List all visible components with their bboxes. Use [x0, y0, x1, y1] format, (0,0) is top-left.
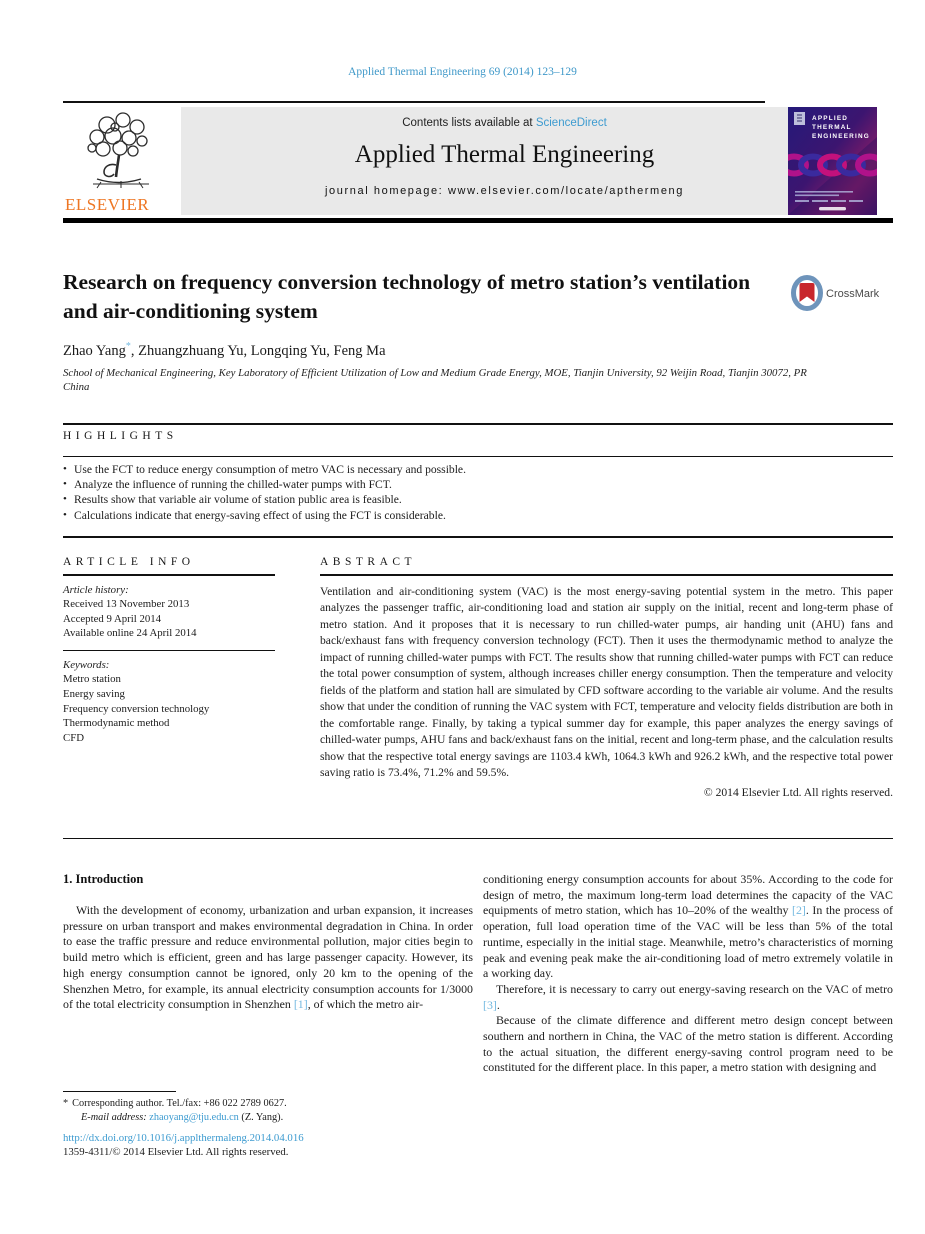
divider [63, 101, 765, 103]
contents-prefix: Contents lists available at [402, 117, 536, 129]
highlights-heading: HIGHLIGHTS [63, 430, 178, 442]
issn-copyright-line: 1359-4311/© 2014 Elsevier Ltd. All rights reserved. [63, 1146, 289, 1158]
affiliation: School of Mechanical Engineering, Key Laboratory of Efficient Utilization of Low and Medium Grade Energy, MOE, Tianjin University, 92 Weijin Road, Tianjin 30072, PR China [63, 367, 807, 393]
body-column-left [63, 872, 473, 1013]
highlight-item: • Calculations indicate that energy-saving effect of using the FCT is considerable. [63, 508, 883, 523]
footnote-block [63, 1097, 473, 1125]
abstract-panel [320, 556, 893, 799]
history-received: Received 13 November 2013 [63, 598, 190, 611]
article-history-label: Article history: [63, 583, 129, 596]
journal-banner [63, 107, 893, 215]
body-paragraph [63, 903, 473, 1013]
body-paragraph [483, 982, 893, 1013]
elsevier-logo [63, 107, 179, 215]
journal-title: Applied Thermal Engineering [354, 141, 655, 168]
contents-line [181, 117, 828, 129]
abstract-copyright: © 2014 Elsevier Ltd. All rights reserved. [703, 785, 893, 799]
paragraph-text: conditioning energy consumption accounts for about 35%. According to the code for design of metro, the maximum long-term load determines the capacity of the VAC equipments of metro station, which has 10–20% of the wealthy [483, 872, 893, 918]
journal-header-box [181, 107, 828, 215]
history-accepted: Accepted 9 April 2014 [63, 612, 162, 625]
highlights-list [63, 462, 883, 523]
author-first: Zhao Yang [63, 342, 126, 359]
doi-link[interactable]: http://dx.doi.org/10.1016/j.applthermaleng.2014.04.016 [63, 1132, 304, 1144]
author-line [63, 341, 763, 360]
paragraph-text: Therefore, it is necessary to carry out energy-saving research on the VAC of metro [496, 981, 893, 996]
article-info-heading: ARTICLE INFO [63, 556, 195, 568]
sciencedirect-link[interactable]: ScienceDirect [535, 117, 607, 129]
paragraph-text: . [496, 997, 500, 1012]
divider [63, 574, 275, 576]
keyword: Frequency conversion technology [63, 702, 210, 715]
banner-bottom-bar [63, 218, 893, 223]
divider [63, 423, 893, 425]
history-online: Available online 24 April 2014 [63, 627, 197, 640]
divider [63, 650, 275, 651]
doi-block [63, 1131, 563, 1159]
abstract-text: Ventilation and air-conditioning system (VAC) is the most energy-saving potential system in the metro. This paper analyzes the passenger traffic, air-conditioning load and station air supply on the initial, recent and long-term phase of metro station. And it proposes that it is necessary to run chilled-water pumps, air handing unit (AHU) fans and back/exhaust fans with frequency conversion technology (FCT). Then it uses the thermodynamic method to analyze the impact of running chilled-water pumps with FCT. The results show that running chilled-water pumps with FCT can reduce the total power consumption of system, although increases chiller energy consumption. Then the temperature and velocity fields of the platform and station hall are simulated by CFD software according to the variable air volume. And the results show that under the condition of running the VAC system with FCT, temperature and velocity fields distribution are both in the comfortable range. Finally, by taking a typical summer day for example, this paper analyzes the energy savings of chilled-water pumps, AHU fans and back/exhaust fans on the initial, recent and long-term phase, and the calculation results show that the respective total energy savings are 1103.4 kWh, 1064.3 kWh and 926.2 kWh, and the respective total power saving ratio is 73.4%, 71.2% and 59.5%. [320, 584, 893, 779]
body-paragraph: Because of the climate difference and different metro design concept between southern and northern in China, the VAC of the metro station is different. According to the actual situation, the different energy-saving control program need to be constituted for the different place. In this paper, a metro station with designing and [483, 1013, 893, 1075]
email-suffix: (Z. Yang). [238, 1111, 284, 1123]
article-title: Research on frequency conversion technology of metro station’s ventilation and air-conditioning system [63, 270, 751, 323]
cover-title-line2: THERMAL [812, 124, 852, 131]
keyword: Energy saving [63, 688, 125, 701]
footnote-divider [63, 1091, 176, 1092]
divider [320, 574, 893, 576]
journal-cover-thumbnail[interactable] [788, 107, 877, 215]
cover-title-line1: APPLIED [812, 115, 849, 122]
divider [63, 456, 893, 457]
email-label: E-mail address: [81, 1111, 147, 1123]
highlight-item: • Results show that variable air volume of station public area is feasible. [63, 492, 883, 507]
corresponding-author-marker[interactable]: * [125, 341, 131, 352]
keyword: Metro station [63, 673, 121, 686]
footnote-corresponding: Corresponding author. Tel./fax: +86 022 2789 0627. [72, 1098, 287, 1109]
crossmark-label: CrossMark [826, 288, 880, 300]
reference-link-1[interactable]: [1] [293, 997, 308, 1012]
highlight-item: • Analyze the influence of running the chilled-water pumps with FCT. [63, 477, 883, 492]
cover-footer-mark [819, 207, 846, 210]
divider [63, 838, 893, 839]
highlight-item: • Use the FCT to reduce energy consumption of metro VAC is necessary and possible. [63, 462, 883, 477]
paragraph-text: With the development of economy, urbanization and urban expansion, it increases pressure on urban transport and makes environmental degradation in China. In order to ease the traffic pressure and reduce environmental pollution, major cities begin to build metro which is efficient, green and has large passenger capacity. However, its high energy consumption cannot be ignored, only 20 km to the opening of the Shenzhen Metro, for example, its annual electricity consumption accounts for 1/3000 of the total electricity consumption in Shenzhen [63, 903, 473, 1012]
reference-link-3[interactable]: [3] [483, 997, 497, 1012]
divider [63, 536, 893, 538]
reference-link-2[interactable]: [2] [792, 903, 806, 918]
keyword: Thermodynamic method [63, 717, 170, 730]
elsevier-tree-icon [63, 107, 175, 195]
keyword: CFD [63, 731, 85, 744]
paragraph-text: , of which the metro air- [307, 997, 424, 1012]
cover-title-line3: ENGINEERING [812, 133, 870, 140]
email-link[interactable]: zhaoyang@tju.edu.cn [149, 1111, 239, 1123]
body-paragraph [483, 872, 893, 982]
elsevier-wordmark: ELSEVIER [65, 195, 150, 214]
abstract-heading: ABSTRACT [320, 556, 417, 568]
footnote-marker: * [63, 1098, 69, 1109]
section-heading-introduction: 1. Introduction [63, 872, 144, 886]
journal-citation: Applied Thermal Engineering 69 (2014) 123–129 [348, 66, 577, 78]
article-info-panel [63, 556, 275, 745]
body-column-right [483, 872, 893, 1076]
keywords-label: Keywords: [63, 658, 110, 671]
paragraph-text: . In the process of operation, full load operation time of the VAC will be less than 5% of the total runtime, especially in the initial stage. Meanwhile, metro’s characteristics of morning peak and evening peak make the air-conditioning load of metro extremely volatile in a working day. [483, 903, 893, 981]
author-rest: , Zhuangzhuang Yu, Longqing Yu, Feng Ma [130, 342, 386, 359]
crossmark-badge[interactable] [790, 274, 896, 314]
journal-homepage-link[interactable]: journal homepage: www.elsevier.com/locate/apthermeng [325, 185, 684, 197]
